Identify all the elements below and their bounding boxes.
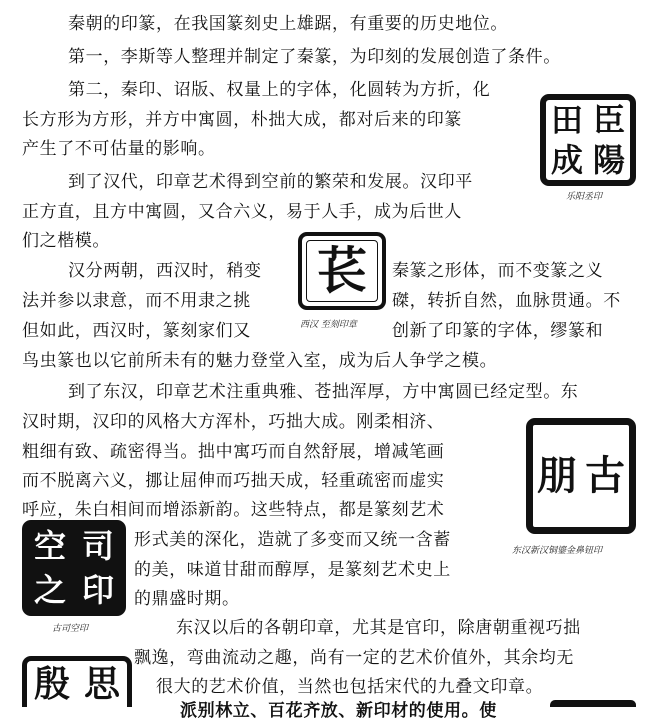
seal-glyph: 殷	[33, 663, 70, 705]
text-line: 飘逸，弯曲流动之趣，尚有一定的艺术价值外，其余均无	[134, 648, 574, 668]
seal-caption: 西汉 至刻印章	[300, 320, 357, 330]
seal-glyph: 之	[33, 571, 66, 609]
seal-glyph: 司	[81, 527, 114, 565]
text-line: 秦朝的印篆，在我国篆刻史上雄踞，有重要的历史地位。	[68, 14, 508, 34]
seal-glyph: 陽	[592, 141, 625, 179]
text-line: 粗细有致、疏密得当。拙中寓巧而自然舒展，增减笔画	[22, 442, 445, 462]
seal-glyph: 空	[33, 527, 66, 565]
text-line: 汉分两朝，西汉时，稍变	[68, 261, 262, 281]
text-line: 呼应，朱白相间而增添新韵。这些特点，都是篆刻艺术	[22, 500, 445, 520]
seal-fragment	[550, 700, 636, 707]
seal-caption: 东汉新汉铜鎏金鼻钮印	[512, 546, 603, 556]
text-line: 形式美的深化，造就了多变而又统一含蓄	[134, 530, 451, 550]
text-line: 汉时期，汉印的风格大方浑朴，巧拙大成。刚柔相济、	[22, 412, 445, 432]
text-line: 东汉以后的各朝印章，尤其是官印，除唐朝重视巧拙	[176, 618, 581, 638]
text-line: 正方直，且方中寓圆，又合六义，易于人手，成为后世人	[22, 202, 462, 222]
seal-glyph: 成	[550, 141, 583, 179]
text-line: 产生了不可估量的影响。	[22, 139, 216, 159]
seal-glyph: 古	[585, 452, 625, 499]
text-line: 创新了印篆的字体，缪篆和	[392, 321, 604, 341]
seal-glyph: 臣	[592, 101, 625, 139]
text-line: 长方形为方形，并方中寓圆，朴拙大成，都对后来的印篆	[22, 110, 462, 130]
seal-image	[22, 520, 126, 616]
text-line: 磔，转折自然，血脉贯通。不	[392, 291, 621, 311]
text-line: 到了汉代，印章艺术得到空前的繁荣和发展。汉印平	[68, 172, 473, 192]
seal-image	[22, 656, 132, 707]
seal-glyph: 思	[83, 663, 120, 705]
text-line: 第一，李斯等人整理并制定了秦篆，为印刻的发展创造了条件。	[68, 47, 561, 67]
text-line: 到了东汉，印章艺术注重典雅、苍拙浑厚，方中寓圆已经定型。东	[68, 382, 579, 402]
seal-image	[540, 94, 636, 186]
seal-glyph: 田	[550, 101, 583, 139]
text-line: 派别林立、百花齐放、新印材的使用。使	[180, 701, 497, 721]
seal-caption: 古司空印	[52, 624, 89, 634]
seal-glyph: 苌	[317, 241, 367, 300]
text-line: 秦篆之形体，而不变篆之义	[392, 261, 604, 281]
seal-image	[298, 232, 386, 310]
seal-glyph: 印	[81, 571, 114, 609]
seal-image	[526, 418, 636, 534]
text-line: 第二，秦印、诏版、权量上的字体，化圆转为方折，化	[68, 80, 491, 100]
text-line: 们之楷模。	[22, 231, 110, 251]
text-line: 而不脱离六义，挪让屈伸而巧拙天成，轻重疏密而虚实	[22, 471, 445, 491]
text-line: 的鼎盛时期。	[134, 589, 240, 609]
seal-caption: 乐阳丞印	[566, 192, 603, 202]
text-line: 鸟虫篆也以它前所未有的魅力登堂入室，成为后人争学之模。	[22, 351, 498, 371]
text-line: 很大的艺术价值，当然也包括宋代的九叠文印章。	[156, 677, 544, 697]
text-line: 但如此，西汉时，篆刻家们又	[22, 321, 251, 341]
seal-glyph: 朋	[537, 452, 577, 499]
text-line: 法并参以隶意，而不用隶之挑	[22, 291, 251, 311]
text-line: 的美，味道甘甜而醇厚，是篆刻艺术史上	[134, 560, 451, 580]
